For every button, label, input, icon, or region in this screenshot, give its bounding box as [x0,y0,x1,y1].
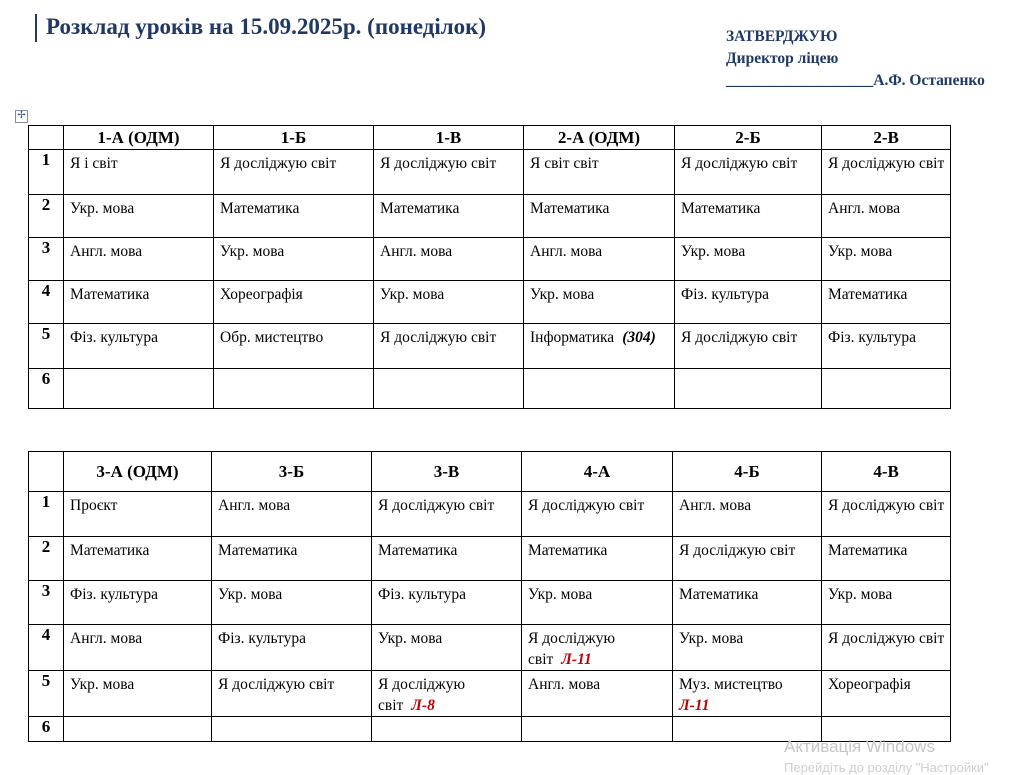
lesson-cell[interactable] [822,492,951,537]
lesson-cell[interactable] [212,625,372,671]
corner-cell[interactable] [29,126,64,150]
lesson-cell[interactable] [64,492,212,537]
subject-name: Я світ світ [530,155,599,172]
room-number: Л-11 [679,697,710,714]
class-header[interactable]: 1-Б [214,126,374,150]
lesson-cell[interactable] [822,150,951,195]
lesson-cell[interactable] [675,281,822,324]
lesson-cell[interactable] [374,369,524,409]
schedule-table-2 [28,451,951,742]
lesson-cell[interactable] [675,150,822,195]
subject-name: Фіз. культура [70,586,158,603]
subject-name: Фіз. культура [681,286,769,303]
lesson-cell[interactable] [524,281,675,324]
subject-name: Я досліджую світ [828,630,945,647]
subject-name: Англ. мова [828,200,901,217]
class-header[interactable]: 2-А (ОДМ) [524,126,675,150]
lesson-cell[interactable] [214,150,374,195]
class-header[interactable]: 4-В [822,452,951,492]
lesson-cell[interactable] [64,238,214,281]
lesson-cell[interactable] [64,195,214,238]
lesson-cell[interactable] [524,369,675,409]
subject-name: Фіз. культура [218,630,306,647]
lesson-cell[interactable] [524,324,675,369]
lesson-cell[interactable] [374,195,524,238]
lesson-cell[interactable] [822,537,951,581]
subject-name: Укр. мова [681,243,746,260]
subject-name: Я досліджую світ [828,497,945,514]
lesson-cell[interactable] [372,671,522,717]
lesson-cell[interactable] [822,195,951,238]
subject-name: Обр. мистецтво [220,329,324,346]
subject-name: Фіз. культура [378,586,466,603]
subject-name: Я досліджую світ [220,155,337,172]
subject-name: Я досліджую світ [828,155,945,172]
subject-name: Укр. мова [528,586,593,603]
class-header[interactable]: 3-Б [212,452,372,492]
class-header[interactable]: 1-В [374,126,524,150]
lesson-number[interactable]: 5 [29,324,64,369]
room-number: (304) [622,329,656,346]
class-header[interactable]: 3-В [372,452,522,492]
lesson-cell[interactable] [372,625,522,671]
subject-name: Англ. мова [380,243,453,260]
lesson-cell[interactable] [522,492,673,537]
lesson-cell[interactable] [822,369,951,409]
subject-name: Я досліджую світ [528,497,645,514]
subject-name: Укр. мова [380,286,445,303]
subject-name: Я і світ [70,155,118,172]
subject-name: Проєкт [70,497,118,514]
page-title: Розклад уроків на 15.09.2025р. (понеділок) [46,14,487,39]
lesson-cell[interactable] [822,238,951,281]
room-number: Л-11 [561,651,592,668]
lesson-cell[interactable] [212,492,372,537]
subject-name: Англ. мова [530,243,603,260]
windows-activation-hint: Перейдіть до розділу "Настройки" [784,760,989,775]
lesson-cell[interactable] [372,581,522,625]
lesson-cell[interactable] [673,671,822,717]
lesson-number[interactable]: 4 [29,281,64,324]
subject-name: Я досліджую світ [679,542,796,559]
lesson-cell[interactable] [522,537,673,581]
lesson-cell[interactable] [675,369,822,409]
lesson-cell[interactable] [64,281,214,324]
lesson-cell[interactable] [372,717,522,742]
subject-name: Математика [380,200,460,217]
lesson-cell[interactable] [522,625,673,671]
lesson-cell[interactable] [214,238,374,281]
lesson-number[interactable]: 3 [29,238,64,281]
subject-name: Математика [681,200,761,217]
lesson-cell[interactable] [822,671,951,717]
lesson-cell[interactable] [214,281,374,324]
table-move-handle-icon[interactable]: ✢ [15,110,28,123]
subject-name: Укр. мова [530,286,595,303]
lesson-cell[interactable] [214,369,374,409]
lesson-cell[interactable] [64,150,214,195]
lesson-number[interactable]: 2 [29,537,64,581]
lesson-row [29,537,951,581]
lesson-cell[interactable] [524,195,675,238]
lesson-cell[interactable] [64,369,214,409]
lesson-cell[interactable] [822,625,951,671]
lesson-cell[interactable] [212,717,372,742]
lesson-row [29,150,951,195]
lesson-cell[interactable] [64,717,212,742]
class-header[interactable]: 4-А [522,452,673,492]
subject-name: Я досліджую світ [528,630,616,668]
subject-name: Математика [528,542,608,559]
subject-name: Укр. мова [220,243,285,260]
subject-name: Хореографія [828,676,911,693]
lesson-cell[interactable] [822,324,951,369]
approval-block [726,26,985,92]
schedule-table-1 [28,125,951,409]
lesson-row [29,281,951,324]
subject-name: Укр. мова [70,676,135,693]
lesson-cell[interactable] [64,581,212,625]
lesson-cell[interactable] [673,581,822,625]
lesson-number[interactable]: 6 [29,369,64,409]
lesson-cell[interactable] [372,537,522,581]
lesson-number[interactable]: 4 [29,625,64,671]
lesson-cell[interactable] [64,324,214,369]
table-header-row [29,126,951,150]
subject-name: Математика [70,542,150,559]
subject-name: Хореографія [220,286,303,303]
lesson-cell[interactable] [212,671,372,717]
lesson-number[interactable]: 5 [29,671,64,717]
subject-name: Я досліджую світ [681,329,798,346]
lesson-row [29,324,951,369]
lesson-cell[interactable] [673,537,822,581]
subject-name: Математика [828,286,908,303]
subject-name: Укр. мова [218,586,283,603]
subject-name: Я досліджую світ [380,329,497,346]
approval-heading: ЗАТВЕРДЖУЮ [726,28,838,45]
lesson-cell[interactable] [214,324,374,369]
subject-name: Математика [679,586,759,603]
lesson-cell[interactable] [673,625,822,671]
lesson-number[interactable]: 1 [29,150,64,195]
lesson-cell[interactable] [372,492,522,537]
subject-name: Фіз. культура [70,329,158,346]
lesson-row [29,238,951,281]
subject-name: Англ. мова [218,497,291,514]
lesson-cell[interactable] [522,671,673,717]
class-header[interactable]: 2-Б [675,126,822,150]
lesson-cell[interactable] [522,717,673,742]
lesson-cell[interactable] [675,195,822,238]
lesson-number[interactable]: 1 [29,492,64,537]
subject-name: Математика [378,542,458,559]
text-cursor [35,14,37,42]
subject-name: Я досліджую світ [378,676,466,714]
lesson-cell[interactable] [374,324,524,369]
subject-name: Укр. мова [828,243,893,260]
subject-name: Математика [218,542,298,559]
subject-name: Інформатика [530,329,615,346]
lesson-cell[interactable] [524,150,675,195]
room-number: Л-8 [411,697,435,714]
subject-name: Я досліджую світ [378,497,495,514]
lesson-row [29,369,951,409]
table-header-row [29,452,951,492]
subject-name: Англ. мова [70,630,143,647]
subject-name: Муз. мистецтво [679,676,783,693]
lesson-row [29,492,951,537]
subject-name: Математика [828,542,908,559]
lesson-cell[interactable] [374,150,524,195]
lesson-cell[interactable] [524,238,675,281]
class-header[interactable]: 4-Б [673,452,822,492]
lesson-cell[interactable] [822,281,951,324]
lesson-cell[interactable] [522,581,673,625]
lesson-row [29,195,951,238]
windows-activation-watermark: Активація Windows [784,737,935,756]
corner-cell[interactable] [29,452,64,492]
subject-name: Математика [220,200,300,217]
class-header[interactable]: 3-А (ОДМ) [64,452,212,492]
lesson-cell[interactable] [64,625,212,671]
lesson-cell[interactable] [374,281,524,324]
subject-name: Англ. мова [528,676,601,693]
class-header[interactable]: 2-В [822,126,951,150]
lesson-row [29,581,951,625]
subject-name: Я досліджую світ [380,155,497,172]
lesson-number[interactable]: 6 [29,717,64,742]
subject-name: Англ. мова [679,497,752,514]
subject-name: Я досліджую світ [218,676,335,693]
lesson-number[interactable]: 3 [29,581,64,625]
lesson-row [29,625,951,671]
lesson-cell[interactable] [64,537,212,581]
approval-position: Директор ліцею [726,50,839,67]
subject-name: Укр. мова [70,200,135,217]
lesson-cell[interactable] [214,195,374,238]
subject-name: Англ. мова [70,243,143,260]
lesson-cell[interactable] [822,581,951,625]
lesson-cell[interactable] [212,537,372,581]
lesson-cell[interactable] [675,238,822,281]
lesson-row [29,671,951,717]
subject-name: Я досліджую світ [681,155,798,172]
lesson-cell[interactable] [212,581,372,625]
lesson-cell[interactable] [374,238,524,281]
approval-signature: ___________________А.Ф. Остапенко [726,72,985,89]
subject-name: Укр. мова [378,630,443,647]
subject-name: Математика [530,200,610,217]
subject-name: Укр. мова [679,630,744,647]
lesson-number[interactable]: 2 [29,195,64,238]
subject-name: Фіз. культура [828,329,916,346]
lesson-cell[interactable] [64,671,212,717]
lesson-cell[interactable] [675,324,822,369]
subject-name: Математика [70,286,150,303]
subject-name: Укр. мова [828,586,893,603]
class-header[interactable]: 1-А (ОДМ) [64,126,214,150]
lesson-cell[interactable] [673,492,822,537]
